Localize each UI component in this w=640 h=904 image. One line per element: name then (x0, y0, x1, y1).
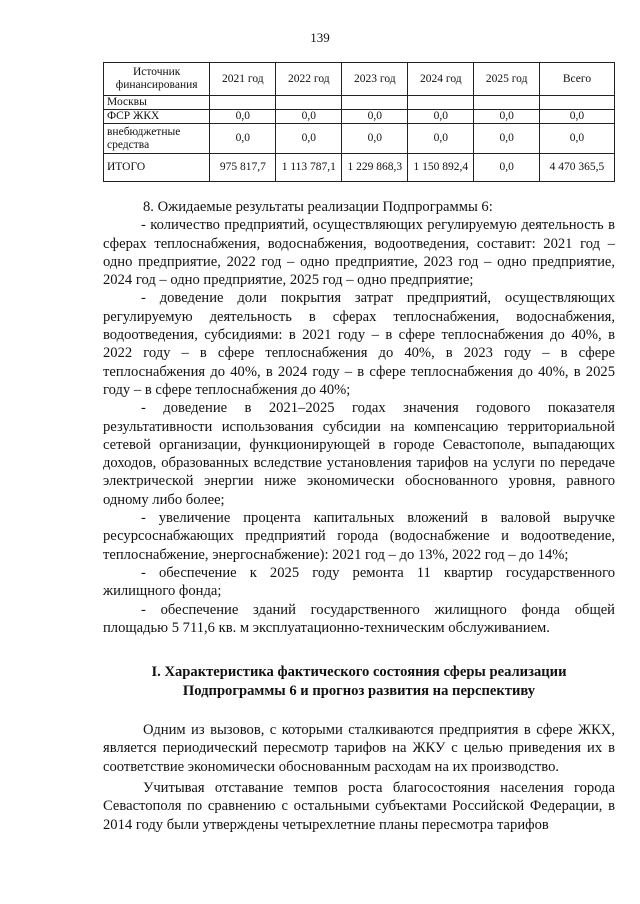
table-cell: 0,0 (210, 124, 276, 154)
table-header-row (104, 63, 615, 96)
table-cell: 0,0 (408, 124, 474, 154)
header-2022: 2022 год (276, 63, 342, 96)
table-cell: 0,0 (210, 110, 276, 124)
result-item: - обеспечение к 2025 году ремонта 11 квартир государственного жилищного фонда; (103, 564, 615, 600)
result-item: - доведение в 2021–2025 годах значения годового показателя результативности использования субсидии на компенсацию территориальной сетевой организации, функционирующей в городе Севастополе, выпадающих доходов, образованных вследствие установления тарифов на услуги по передаче электрической энергии ниже экономически обоснованного уровня, равного одному либо более; (103, 400, 615, 508)
table-row (104, 124, 615, 154)
table-cell: 0,0 (276, 110, 342, 124)
result-item: - количество предприятий, осуществляющих регулируемую деятельность в сферах теплоснабжения, водоснабжения, водоотведения, составит: 2021 год – одно предприятие, 2022 год – одно предприятие, 2023 год – одно предприятие, 2024 год – одно предприятие, 2025 год – одно предприятие; (103, 217, 615, 289)
table-cell: 1 229 868,3 (342, 154, 408, 182)
header-source: Источник финансирования (104, 63, 210, 96)
table-cell: 0,0 (342, 110, 408, 124)
table-cell (210, 96, 276, 110)
table-cell: 0,0 (539, 124, 614, 154)
row-label: ИТОГО (104, 154, 210, 182)
table-cell: 1 150 892,4 (408, 154, 474, 182)
result-item: - увеличение процента капитальных вложений в валовой выручке ресурсоснабжающих предприятий города (водоснабжение и водоотведение, теплоснабжение, энергоснабжение): 2021 год – до 13%, 2022 год – до 14%; (103, 510, 615, 563)
table-cell: 0,0 (539, 110, 614, 124)
section-8-title: 8. Ожидаемые результаты реализации Подпрограммы 6: (143, 199, 493, 215)
row-label: Москвы (104, 96, 210, 110)
result-item: - доведение доли покрытия затрат предприятий, осуществляющих регулируемую деятельность в сферах теплоснабжения, водоснабжения, водоотведения, субсидиями: в 2021 году – в сфере теплоснабжения до 40%, в 2022 году – в сфере теплоснабжения до 40%, в 2023 году – в сфере теплоснабжения до 40%, в 2024 году – в сфере теплоснабжения до 40%, в 2025 году – в сфере теплоснабжения до 40%; (103, 290, 615, 398)
table-cell: 1 113 787,1 (276, 154, 342, 182)
heading-line: I. Характеристика фактического состояния сферы реализации (151, 664, 567, 681)
document-body (103, 198, 615, 834)
table-row (104, 96, 615, 110)
result-item: - обеспечение зданий государственного жилищного фонда общей площадью 5 711,6 кв. м эксплуатационно-техническим обслуживанием. (103, 601, 615, 636)
page-number: 139 (310, 30, 330, 45)
section-1-heading (103, 663, 615, 701)
table-cell: 0,0 (474, 124, 540, 154)
table-cell: 0,0 (276, 124, 342, 154)
table-cell (474, 96, 540, 110)
header-2024: 2024 год (408, 63, 474, 96)
heading-line: Подпрограммы 6 и прогноз развития на перспективу (182, 683, 536, 700)
table-cell: 0,0 (474, 110, 540, 124)
row-label: ФСР ЖКХ (104, 110, 210, 124)
financing-table (103, 62, 615, 182)
table-cell: 975 817,7 (210, 154, 276, 182)
table-cell: 0,0 (408, 110, 474, 124)
header-total: Всего (539, 63, 614, 96)
paragraph: Одним из вызовов, с которыми сталкиваются предприятия в сфере ЖКХ, является периодический пересмотр тарифов на ЖКУ с целью приведения их в соответствие экономически обоснованным расходам на их производство. (103, 722, 615, 775)
table-cell: 4 470 365,5 (539, 154, 614, 182)
header-2023: 2023 год (342, 63, 408, 96)
table-cell (539, 96, 614, 110)
table-cell: 0,0 (342, 124, 408, 154)
paragraph: Учитывая отставание темпов роста благосостояния населения города Севастополя по сравнению с остальными субъектами Российской Федерации, в 2014 году были утверждены четырехлетние планы пересмотра тарифов (103, 780, 615, 833)
table-cell (408, 96, 474, 110)
row-label: внебюджетные средства (104, 124, 210, 154)
table-row (104, 110, 615, 124)
header-2021: 2021 год (210, 63, 276, 96)
table-row (104, 154, 615, 182)
table-cell (276, 96, 342, 110)
header-2025: 2025 год (474, 63, 540, 96)
table-cell (342, 96, 408, 110)
table-cell: 0,0 (474, 154, 540, 182)
